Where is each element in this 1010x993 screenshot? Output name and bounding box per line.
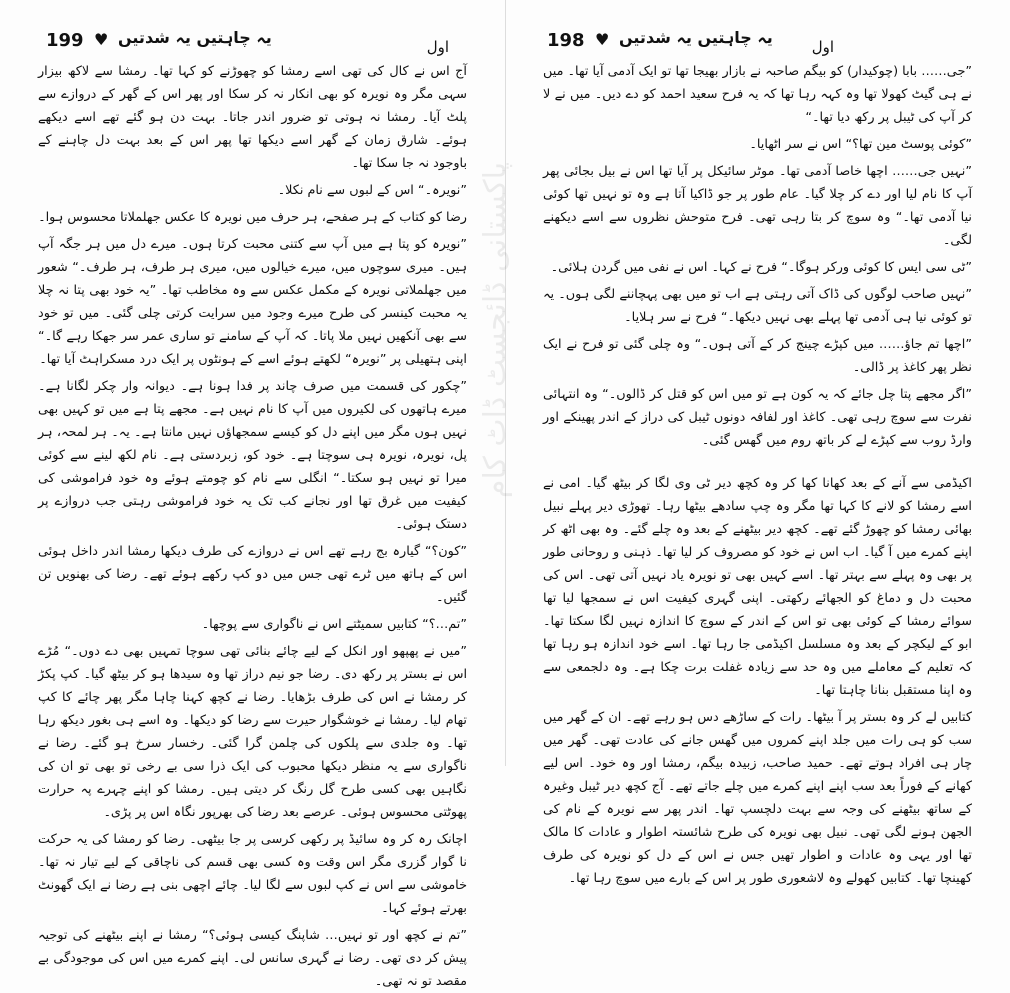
right-section-label: اول (811, 38, 834, 56)
paragraph: ”کون؟“ گیارہ بج رہے تھے اس نے دروازے کی طرف دیکھا رمشا اندر داخل ہوئی اس کے ہاتھ میں ٹرے تھی جس میں دو کپ رکھے ہوئے تھے۔ رضا کی بھنویں تن گئیں۔ (38, 544, 467, 605)
paragraph: کتابیں لے کر وہ بستر پر آ بیٹھا۔ رات کے ساڑھے دس ہو رہے تھے۔ ان کے گھر میں سب کو ہی رات میں جلد اپنے کمروں میں گھس جانے کی عادت تھی۔ گھر میں چار ہی افراد ہوتے تھے۔ حمید صاحب، زبیدہ بیگم، رمشا اور وہ خود۔ اس لیے کھانے کے فوراً بعد سب اپنے اپنے کمرے میں چلے جاتے تھے۔ آج کچھ دیر ٹیبل وغیرہ کے ساتھ بیٹھنے کی وجہ سے بہت دلچسپ تھا۔ اندر پھر سے نویرہ کے نام کی الجھن ہونے لگی تھی۔ نبیل بھی نویرہ کی طرح شائستہ اطوار و عادات کا مالک تھا اور یہی وہ عادات و اطوار تھیں جس نے اس کے دل کو نویرہ کی طرف کھینچا تھا۔ کتابیں کھولے وہ لاشعوری طور پر اس کے بارے میں سوچ رہا تھا۔ (543, 710, 972, 886)
left-page (0, 0, 506, 989)
paragraph: ”نہیں جی…… اچھا خاصا آدمی تھا۔ موٹر سائیکل پر آیا تھا اس نے بیل بجائی پھر آپ کا نام لیا اور دے کر چلا گیا۔ عام طور پر جو ڈاکیا آتا ہے وہ تو نہیں تھا کوئی نیا آدمی تھا۔“ وہ سوچ کر بتا رہی تھی۔ فرح متوحش نظروں سے اسے دیکھنے لگی۔ (543, 164, 972, 248)
left-page-number: 199 (46, 30, 84, 51)
right-page (505, 0, 1010, 886)
paragraph: اچانک رہ کر وہ سائیڈ پر رکھی کرسی پر جا بیٹھی۔ رضا کو رمشا کی یہ حرکت نا گوار گزری مگر اس وقت وہ کسی بھی قسم کی ناچاقی کے لیے تیار نہ تھا۔ خاموشی سے اس نے کپ لبوں سے لگا لیا۔ چائے اچھی بنی ہے رضا نے ایک گھونٹ بھرتے ہوئے کہا۔ (38, 832, 467, 916)
right-page-number: 198 (547, 30, 585, 51)
left-section-label: اول (426, 38, 449, 56)
left-page-header (36, 26, 469, 60)
paragraph: ”کوئی پوسٹ مین تھا؟“ اس نے سر اٹھایا۔ (749, 137, 972, 152)
right-page-header (541, 26, 974, 60)
paragraph: ”تم…؟“ کتابیں سمیٹتے اس نے ناگواری سے پوچھا۔ (201, 617, 467, 632)
paragraph: ”چکور کی قسمت میں صرف چاند پر فدا ہونا ہے۔ دیوانہ وار چکر لگانا ہے۔ میرے ہاتھوں کی لکیروں میں آپ کا نام نہیں ہے۔ مجھے پتا ہے میں تو کہیں بھی نہیں ہوں مگر میں اپنے دل کو کیسے سمجھاؤں نہیں مانتا ہے۔ یہ۔ ہر لمحہ، ہر پل، نویرہ، نویرہ ہی سوچتا ہے۔ خود کو، زبردستی ہے۔ نام لکھ لینے سے کوئی میرا تو نہیں ہو سکتا۔“ انگلی سے نام کو چومتے ہوئے وہ خود فراموشی کی کیفیت میں غرق تھا اور نجانے کب تک یہ خود فراموشی رہتی جب دروازے پر دستک ہوئی۔ (38, 379, 467, 532)
watermark-text: پاکستانی ڈائجسٹ ڈاٹ کام (478, 161, 513, 499)
paragraph: ”تم نے کچھ اور تو نہیں… شاپنگ کیسی ہوئی؟“ رمشا نے اپنے بیٹھنے کی توجیہ پیش کر دی تھی۔ رضا نے گہری سانس لی۔ اپنے کمرے میں اس کی موجودگی بے مقصد تو نہ تھی۔ (38, 928, 467, 989)
paragraph: ”نویرہ۔“ اس کے لبوں سے نام نکلا۔ (277, 183, 467, 198)
paragraph: ”اچھا تم جاؤ…… میں کپڑے چینج کر کے آتی ہوں۔“ وہ چلی گئی تو فرح نے ایک نظر پھر کاغذ پر ڈالی۔ (543, 337, 972, 375)
paragraph: ”ٹی سی ایس کا کوئی ورکر ہوگا۔“ فرح نے کہا۔ اس نے نفی میں گردن ہلائی۔ (550, 260, 972, 275)
left-page-body (38, 60, 467, 989)
right-page-body (543, 60, 972, 886)
left-book-title: یہ چاہتیں یہ شدتیں (118, 28, 272, 47)
paragraph: ”نویرہ کو پتا ہے میں آپ سے کتنی محبت کرتا ہوں۔ میرے دل میں ہر جگہ آپ ہیں۔ میری سوچوں میں، میرے خیالوں میں، میری ہر طرف، ہر طرف۔“ شعور میں جھلملاتی نویرہ کے مکمل عکس سے وہ مخاطب تھا۔ ”یہ خود بھی پتا نہ چلا یہ محبت کینسر کی طرح میرے وجود میں سرایت کرتی چلی گئی۔ میں تو خود سے بھی آنکھیں نہیں ملا پاتا۔ کہ آپ کے سامنے تو ساری عمر سر جھکا رہے گا۔“ اپنی ہتھیلی پر ”نویرہ“ لکھتے ہوئے اسے کے ہونٹوں پر ایک درد مسکراہٹ آیا تھا۔ (38, 237, 467, 367)
right-book-title: یہ چاہتیں یہ شدتیں (619, 28, 773, 47)
heart-icon: ♥ (595, 30, 610, 49)
paragraph: ”جی…… بابا (چوکیدار) کو بیگم صاحبہ نے بازار بھیجا تھا تو ایک آدمی آیا تھا۔ میں نے ہی گیٹ کھولا تھا وہ کہہ رہا تھا کہ یہ فرح سعید احمد کو دے دیں۔ میں نے لا کر آپ کی ٹیبل پر رکھ دیا تھا۔“ (543, 64, 972, 125)
paragraph: ”اگر مجھے پتا چل جائے کہ یہ کون ہے تو میں اس کو قتل کر ڈالوں۔“ وہ انتہائی نفرت سے سوچ رہی تھی۔ کاغذ اور لفافہ دونوں ٹیبل کی دراز کے اندر پھینکے اور وارڈ روب سے کپڑے لے کر باتھ روم میں گھس گئی۔ (543, 387, 972, 448)
paragraph: ”میں نے پھپھو اور انکل کے لیے چائے بنائی تھی سوچا تمہیں بھی دے دوں۔“ مُڑے اس نے بستر پر رکھ دی۔ رضا جو نیم دراز تھا وہ سیدھا ہو کر بیٹھ گیا۔ کپ پکڑ کر رمشا نے اس کی طرف بڑھایا۔ رضا نے کچھ کہنا چاہا مگر پھر چائے کا کپ تھام لیا۔ رمشا نے خوشگوار حیرت سے رضا کو دیکھا۔ وہ اسے ہی بغور دیکھ رہا تھا۔ وہ جلدی سے پلکوں کی چلمن گرا گئی۔ رخسار سرخ ہو گئے۔ رضا نے ناگواری سے یہ منظر دیکھا محبوب کی ایک ذرا سی بے رخی تو بھی تو ان کی نگاہیں بھی کسی طرح گل رنگ کر دیتی ہیں۔ رمشا کو اپنے چہرے پہ حرارت پھوٹتی محسوس ہوئی۔ عرصے بعد رضا کی بھرپور نگاہ اس پر پڑی۔ (38, 644, 467, 820)
paragraph: اکیڈمی سے آنے کے بعد کھانا کھا کر وہ کچھ دیر ٹی وی لگا کر بیٹھ گیا۔ امی نے اسے رمشا کو لانے کا کہا تھا مگر وہ چپ سادھے بیٹھا رہا۔ تھوڑی دیر پہلے نبیل بھائی رمشا کو چھوڑ گئے تھے۔ کچھ دیر بیٹھنے کے بعد وہ چلے گئے۔ وہ بھی اٹھ کر اپنے کمرے میں آ گیا۔ اب اس نے خود کو مصروف کر لیا تھا۔ ذہنی و روحانی طور پر بھی وہ پہلے سے بہتر تھا۔ اسے کہیں بھی تو نویرہ یاد نہیں آتی تھی۔ اس کی محبت دل و دماغ کو الجھائے رکھتی۔ اپنی گہری کیفیت اس نے سمجھا لیا تھا سوائے رمشا کے کوئی بھی تو اس کے اندر کے سوچ کا اندازہ نہیں لگا سکتا تھا۔ ابو کے لیکچر کے بعد وہ مسلسل اکیڈمی جا رہا تھا۔ اسے خود اندازہ ہو رہا تھا کہ تعلیم کے معاملے میں وہ حد سے زیادہ غفلت برت چکا ہے۔ وہ دلجمعی سے وہ اپنا مستقبل بنانا چاہتا تھا۔ (543, 476, 972, 698)
heart-icon: ♥ (94, 30, 109, 49)
paragraph: آج اس نے کال کی تھی اسے رمشا کو چھوڑنے کو کہا تھا۔ رمشا سے لاکھ بیزار سہی مگر وہ نویرہ کو بھی انکار نہ کر سکا اور پھر اس کے گھر کے دروازے سے پلٹ آیا۔ رمشا نہ ہوتی تو ضرور اندر جاتا۔ بہت دن ہو گئے تھے اسے دیکھے ہوئے۔ شارق زمان کے گھر اسے دیکھا تھا پھر اس کے بعد بہت دل چاہنے کے باوجود نہ جا سکا تھا۔ (38, 64, 467, 171)
paragraph: ”نہیں صاحب لوگوں کی ڈاک آتی رہتی ہے اب تو میں بھی پہچاننے لگی ہوں۔ یہ تو کوئی نیا ہی آدمی تھا پہلے بھی نہیں دیکھا۔“ فرح نے سر ہلایا۔ (543, 287, 972, 325)
paragraph: رضا کو کتاب کے ہر صفحے، ہر حرف میں نویرہ کا عکس جھلملاتا محسوس ہوا۔ (38, 210, 467, 225)
